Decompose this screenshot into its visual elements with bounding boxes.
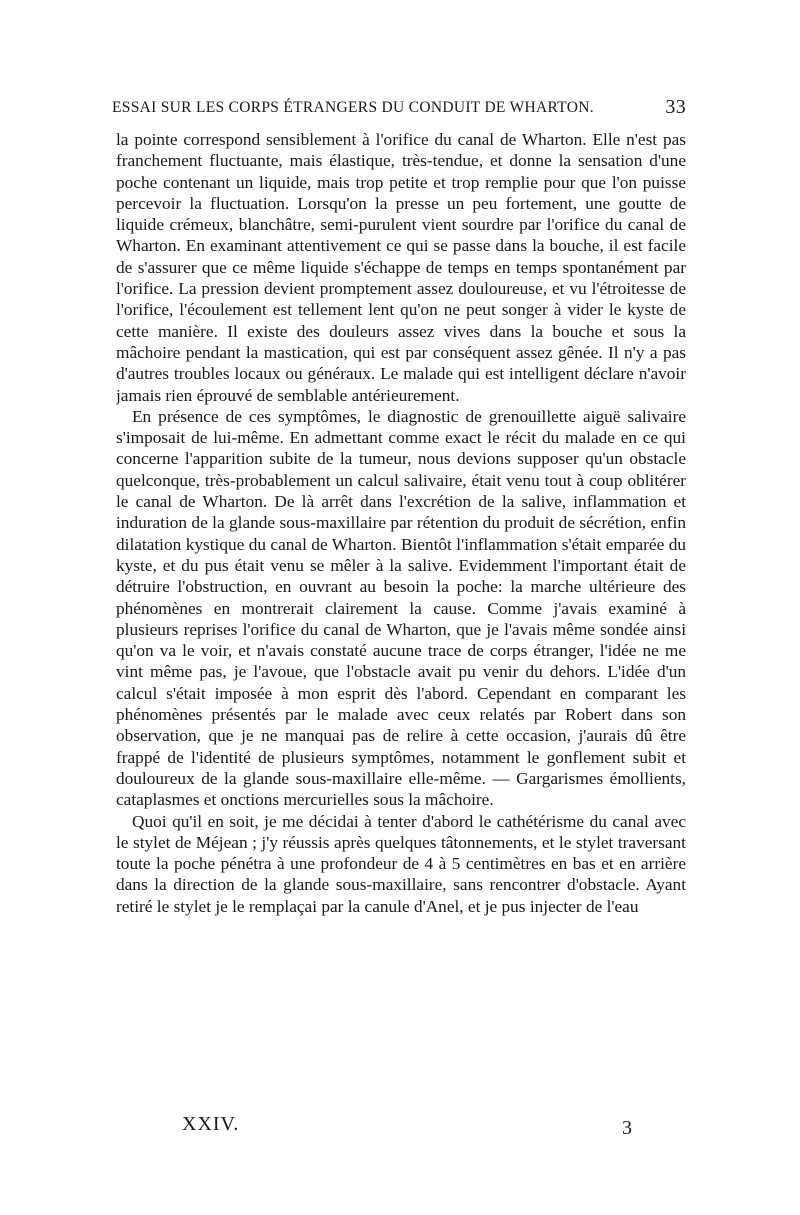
running-title: ESSAI SUR LES CORPS ÉTRANGERS DU CONDUIT DE WHARTON. [112,99,594,116]
signature-mark: XXIV. [182,1113,240,1135]
page-number: 33 [665,96,686,118]
paragraph-continuation: la pointe correspond sensiblement à l'orifice du canal de Wharton. Elle n'est pas franchement fluctuante, mais élastique, très-tendue, et donne la sensation d'une poche contenant un liquide, mais trop petite et trop remplie pour que l'on puisse percevoir la fluctuation. Lorsqu'on la presse un peu fortement, une goutte de liquide crémeux, blanchâtre, semi-purulent vient sourdre par l'orifice du canal de Wharton. En examinant attentivement ce qui se passe dans la bouche, il est facile de s'assurer que ce même liquide s'échappe de temps en temps spontanément par l'orifice. La pression devient promptement assez douloureuse, et vu l'étroitesse de l'orifice, l'écoulement est tellement lent qu'on ne peut songer à vider le kyste de cette manière. Il existe des douleurs assez vives dans la bouche et sous la mâchoire pendant la mastication, qui est par conséquent assez gênée. Il n'y a pas d'autres troubles locaux ou généraux. Le malade qui est intelligent déclare n'avoir jamais rien éprouvé de semblable antérieurement. [116,130,686,405]
paragraph-catheterism: Quoi qu'il en soit, je me décidai à tenter d'abord le cathétérisme du canal avec le stylet de Méjean ; j'y réussis après quelques tâtonnements, et le stylet traversant toute la poche pénétra à une profondeur de 4 à 5 centimètres en bas et en arrière dans la direction de la glande sous-maxillaire, sans rencontrer d'obstacle. Ayant retiré le stylet je le remplaçai par la canule d'Anel, et je pus injecter de l'eau [116,811,686,916]
paragraph-diagnosis: En présence de ces symptômes, le diagnostic de grenouillette aiguë salivaire s'imposait de lui-même. En admettant comme exact le récit du malade en ce qui concerne l'apparition subite de la tumeur, nous devions supposer qu'un obstacle quelconque, très-probablement un calcul salivaire, était venu tout à coup oblitérer le canal de Wharton. De là arrêt dans l'excrétion de la salive, inflammation et induration de la glande sous-maxillaire par rétention du produit de sécrétion, enfin dilatation kystique du canal de Wharton. Bientôt l'inflammation s'était emparée du kyste, et du pus était venu se mêler à la salive. Evidemment l'important était de détruire l'obstruction, en ouvrant au besoin la poche: la marche ultérieure des phénomènes en montrerait clairement la cause. Comme j'avais examiné à plusieurs reprises l'orifice du canal de Wharton, que je l'avais même sondée ainsi qu'on va le voir, et n'avais constaté aucune trace de corps étranger, l'idée ne me vint même pas, je l'avoue, que l'obstacle avait pu venir du dehors. L'idée d'un calcul s'était imposée à mon esprit dès l'abord. Cependant en comparant les phénomènes présentés par le malade avec ceux relatés par Robert dans son observation, que je ne manquai pas de relire à cette occasion, j'aurais dû être frappé de l'identité de plusieurs symptômes, notamment le gonflement subit et douloureux de la glande sous-maxillaire elle-même. — Gargarismes émollients, cataplasmes et onctions mercurielles sous la mâchoire. [116,406,686,810]
running-header [112,96,686,120]
sheet-number: 3 [622,1117,632,1139]
page-footer [182,1113,632,1143]
body-text [116,129,686,1119]
